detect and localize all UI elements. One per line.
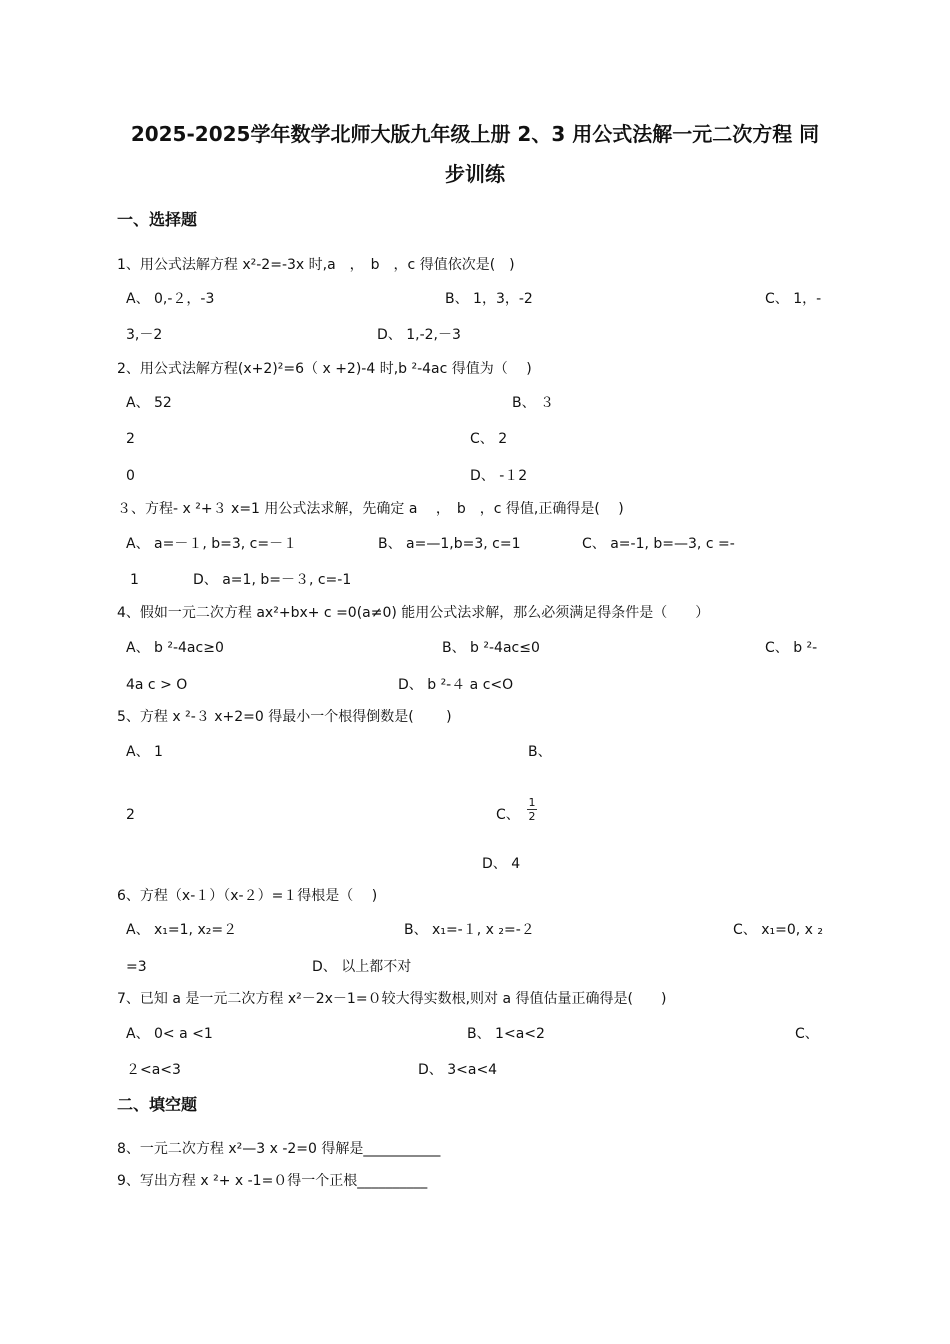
question-4-option-c-cont: 4a c > O [126, 677, 188, 693]
question-3-option-a: A、 a=－１, b=3, c=－１ [126, 536, 298, 552]
question-7-option-c-cont: ２<a<3 [126, 1062, 181, 1078]
question-3-option-c: C、 a=-1, b=—3, c =- [582, 536, 735, 552]
question-3-stem: ３、方程- x ²+３ x=1 用公式法求解，先确定 a ， b ，c 得值,正确得是( ) [117, 501, 624, 517]
question-1-option-c-cont: 3,－2 [126, 327, 163, 343]
question-3-option-c-cont: 1 [130, 572, 139, 588]
question-4-option-a: A、 b ²-4ac≥0 [126, 640, 224, 656]
fraction-numerator: 1 [528, 796, 536, 809]
question-7-option-b: B、 1<a<2 [467, 1026, 545, 1042]
question-1-option-a: A、 0,-２，-3 [126, 291, 215, 307]
question-7-option-c: C、 [795, 1026, 819, 1042]
document-title-line2: 步训练 [445, 162, 505, 186]
question-7-stem: 7、已知 a 是一元二次方程 x²－2x－1=０较大得实数根,则对 a 得值估量正确得是( ) [117, 991, 667, 1007]
document-title-line1: 2025-2025学年数学北师大版九年级上册 2、3 用公式法解一元二次方程 同 [130, 122, 820, 146]
question-4-option-d: D、 b ²-４ a c<O [398, 677, 514, 693]
question-4-option-c: C、 b ²- [765, 640, 818, 656]
question-1-option-c: C、 1，- [765, 291, 822, 307]
question-6-option-d: D、 以上都不对 [312, 959, 412, 975]
question-6-stem: 6、方程（x-１）（x-２）=１得根是（ ) [117, 888, 378, 904]
question-5-option-b-cont: 2 [126, 807, 135, 823]
question-3-option-b: B、 a=—1,b=3, c=1 [378, 536, 521, 552]
question-5-option-c-fraction [527, 797, 537, 822]
question-2-option-c-cont: 0 [126, 468, 135, 484]
question-5-option-b: B、 [528, 744, 552, 760]
question-6-option-a: A、 x₁=1, x₂=２ [126, 922, 238, 938]
question-2-option-a: A、 52 [126, 395, 172, 411]
section-heading-choice: 一、选择题 [117, 210, 198, 229]
question-5-option-d: D、 4 [482, 856, 521, 872]
question-4-stem: 4、假如一元二次方程 ax²+bx+ c =0(a≠0) 能用公式法求解，那么必须满足得条件是（ ） [117, 605, 710, 621]
question-7-option-d: D、 3<a<4 [418, 1062, 498, 1078]
question-2-option-b-cont: 2 [126, 431, 135, 447]
question-6-option-c-cont: =3 [126, 959, 147, 975]
question-5-stem: 5、方程 x ²-３ x+2=0 得最小一个根得倒数是( ) [117, 709, 452, 725]
question-2-option-d: D、 -１2 [470, 468, 528, 484]
question-5-option-a: A、 1 [126, 744, 163, 760]
question-1-stem: 1、用公式法解方程 x²-2=-3x 时,a ， b ，c 得值依次是( ) [117, 257, 515, 273]
question-1-option-b: B、 1，3，-2 [445, 291, 533, 307]
question-2-option-c: C、 2 [470, 431, 508, 447]
question-2-option-b: B、 ３ [512, 395, 555, 411]
question-3-option-d: D、 a=1, b=－３, c=-1 [193, 572, 352, 588]
question-6-option-b: B、 x₁=-１, x ₂=-２ [404, 922, 535, 938]
question-6-option-c: C、 x₁=0, x ₂ [733, 922, 824, 938]
question-5-option-c: C、 [496, 807, 520, 823]
question-2-stem: 2、用公式法解方程(x+2)²=6（ x +2)-4 时,b ²-4ac 得值为（ ) [117, 361, 532, 377]
question-8: 8、一元二次方程 x²—3 x -2=0 得解是___________ [117, 1141, 441, 1157]
section-heading-fill-blank: 二、填空题 [117, 1095, 198, 1114]
question-9: 9、写出方程 x ²+ x -1=０得一个正根__________ [117, 1173, 428, 1189]
question-4-option-b: B、 b ²-4ac≤0 [442, 640, 540, 656]
question-1-option-d: D、 1,-2,－3 [377, 327, 461, 343]
question-7-option-a: A、 0< a <1 [126, 1026, 213, 1042]
fraction-denominator: 2 [528, 810, 536, 823]
